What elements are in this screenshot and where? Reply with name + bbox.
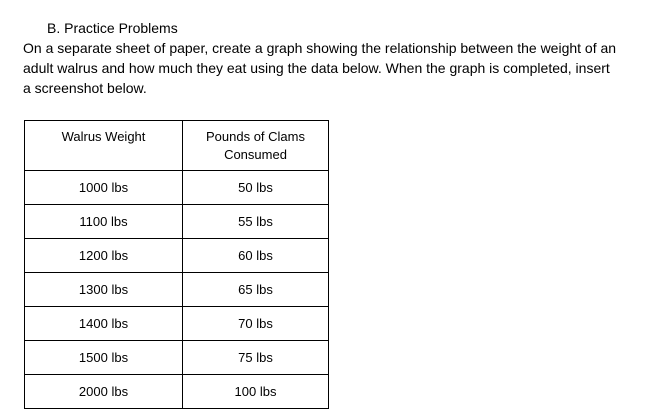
table-row xyxy=(25,341,329,375)
table-row xyxy=(25,273,329,307)
clams-cell: 75 lbs xyxy=(183,341,329,375)
weight-cell: 1400 lbs xyxy=(25,307,183,341)
instructions-line: On a separate sheet of paper, create a graph showing the relationship between the weight of an xyxy=(23,40,617,56)
weight-cell: 1300 lbs xyxy=(25,273,183,307)
header-pounds-of-clams xyxy=(183,121,329,171)
weight-cell: 1100 lbs xyxy=(25,205,183,239)
weight-cell: 1500 lbs xyxy=(25,341,183,375)
table-row xyxy=(25,171,329,205)
table-row xyxy=(25,239,329,273)
table-row xyxy=(25,375,329,409)
header-walrus-weight xyxy=(25,121,183,171)
table-header-row xyxy=(25,121,329,171)
clams-cell: 60 lbs xyxy=(183,239,329,273)
header-text: Pounds of Clams xyxy=(206,129,305,144)
weight-cell: 1000 lbs xyxy=(25,171,183,205)
walrus-data-table xyxy=(24,120,329,409)
instructions-line: adult walrus and how much they eat using the data below. When the graph is completed, insert xyxy=(23,60,610,76)
clams-cell: 55 lbs xyxy=(183,205,329,239)
weight-cell: 1200 lbs xyxy=(25,239,183,273)
instructions-paragraph xyxy=(23,38,653,98)
instructions-line: a screenshot below. xyxy=(23,80,147,96)
table-row xyxy=(25,205,329,239)
clams-cell: 65 lbs xyxy=(183,273,329,307)
header-text: Consumed xyxy=(224,147,287,162)
table-row xyxy=(25,307,329,341)
clams-cell: 100 lbs xyxy=(183,375,329,409)
weight-cell: 2000 lbs xyxy=(25,375,183,409)
clams-cell: 70 lbs xyxy=(183,307,329,341)
section-heading: B. Practice Problems xyxy=(47,20,178,36)
clams-cell: 50 lbs xyxy=(183,171,329,205)
header-text: Walrus Weight xyxy=(61,129,146,144)
